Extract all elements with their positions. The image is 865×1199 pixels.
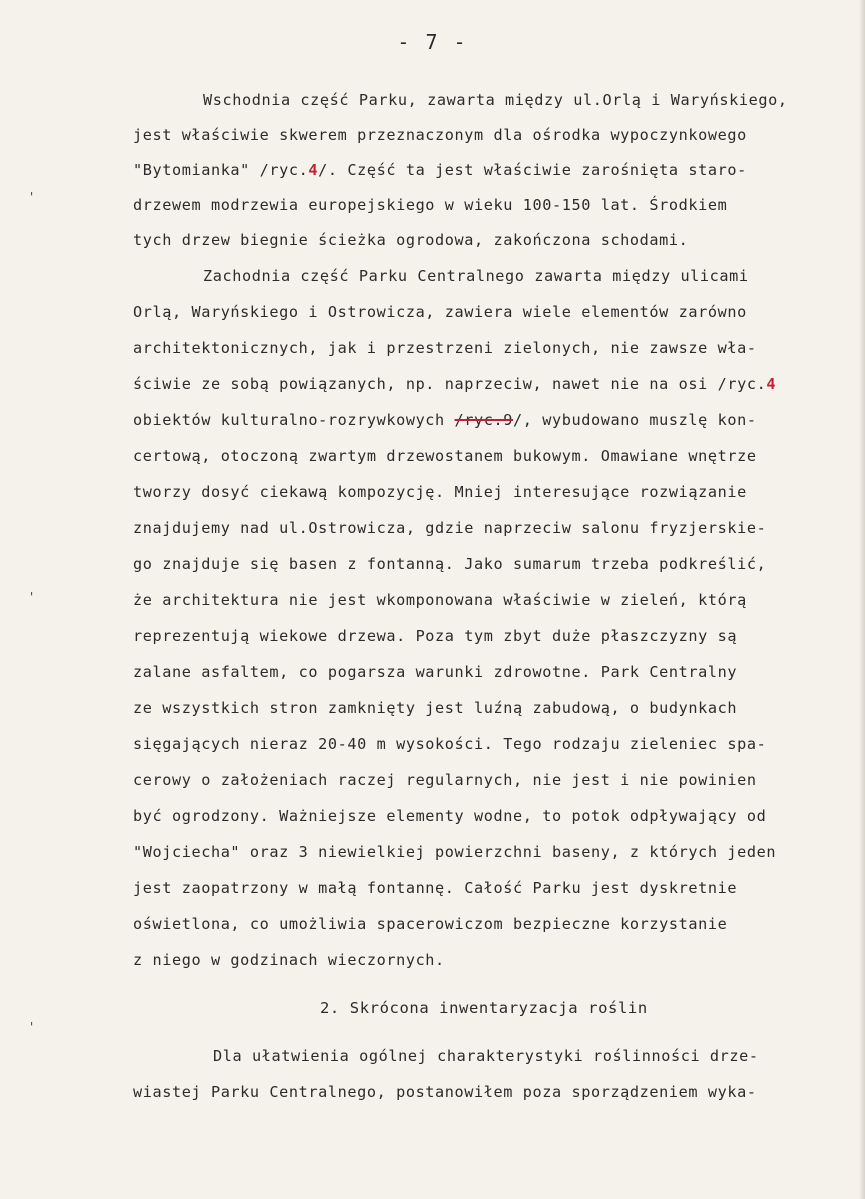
text-segment: obiektów kulturalno-rozrywkowych [133, 411, 455, 429]
text-line: certową, otoczoną zwartym drzewostanem bukowym. Omawiane wnętrze [133, 447, 757, 465]
text-line: zalane asfaltem, co pogarsza warunki zdrowotne. Park Centralny [133, 663, 738, 681]
text-segment: ściwie ze sobą powiązanych, np. naprzeciw, nawet nie na osi /ryc. [133, 375, 767, 393]
text-line: architektonicznych, jak i przestrzeni zielonych, nie zawsze wła- [133, 339, 757, 357]
text-line: Dla ułatwienia ogólnej charakterystyki roślinności drze- [213, 1047, 759, 1065]
text-line: że architektura nie jest wkomponowana właściwie w zieleń, którą [133, 591, 747, 609]
text-line: sięgających nieraz 20-40 m wysokości. Tego rodzaju zieleniec spa- [133, 735, 767, 753]
text-line: Wschodnia część Parku, zawarta między ul.Orlą i Waryńskiego, [203, 91, 788, 109]
text-line: być ogrodzony. Ważniejsze elementy wodne, to potok odpływający od [133, 807, 767, 825]
text-line: "Wojciecha" oraz 3 niewielkiej powierzchni baseny, z których jeden [133, 843, 777, 861]
struck-text: /ryc.9 [454, 411, 514, 429]
text-segment: /. Część ta jest właściwie zarośnięta staro- [318, 161, 747, 179]
margin-mark: ' [28, 590, 36, 604]
text-line [133, 160, 747, 180]
text-line: Zachodnia część Parku Centralnego zawarta między ulicami [203, 267, 749, 285]
text-line: znajdujemy nad ul.Ostrowicza, gdzie naprzeciw salonu fryzjerskie- [133, 519, 767, 537]
text-line: go znajduje się basen z fontanną. Jako sumarum trzeba podkreślić, [133, 555, 767, 573]
text-line: oświetlona, co umożliwia spacerowiczom bezpieczne korzystanie [133, 915, 728, 933]
text-line: tych drzew biegnie ścieżka ogrodowa, zakończona schodami. [133, 231, 689, 249]
text-line: ze wszystkich stron zamknięty jest luźną zabudową, o budynkach [133, 699, 738, 717]
red-correction: 4 [308, 161, 319, 179]
margin-mark: ' [28, 190, 36, 204]
section-heading: 2. Skrócona inwentaryzacja roślin [320, 999, 648, 1017]
text-line [133, 374, 776, 394]
text-segment: /, wybudowano muszlę kon- [513, 411, 757, 429]
text-line: z niego w godzinach wieczornych. [133, 951, 445, 969]
text-line: tworzy dosyć ciekawą kompozycję. Mniej interesujące rozwiązanie [133, 483, 747, 501]
red-correction: 4 [766, 375, 777, 393]
text-line [133, 410, 757, 430]
text-line: jest zaopatrzony w małą fontannę. Całość Parku jest dyskretnie [133, 879, 738, 897]
text-line: jest właściwie skwerem przeznaczonym dla ośrodka wypoczynkowego [133, 126, 747, 144]
page-edge-shadow [859, 0, 865, 1199]
margin-mark: ' [28, 1020, 36, 1034]
text-segment: "Bytomianka" /ryc. [133, 161, 309, 179]
page-number: - 7 - [397, 30, 468, 54]
text-line: drzewem modrzewia europejskiego w wieku 100-150 lat. Środkiem [133, 196, 728, 214]
text-line: reprezentują wiekowe drzewa. Poza tym zbyt duże płaszczyzny są [133, 627, 738, 645]
text-line: cerowy o założeniach raczej regularnych, nie jest i nie powinien [133, 771, 757, 789]
text-line: wiastej Parku Centralnego, postanowiłem poza sporządzeniem wyka- [133, 1083, 757, 1101]
text-line: Orlą, Waryńskiego i Ostrowicza, zawiera wiele elementów zarówno [133, 303, 747, 321]
